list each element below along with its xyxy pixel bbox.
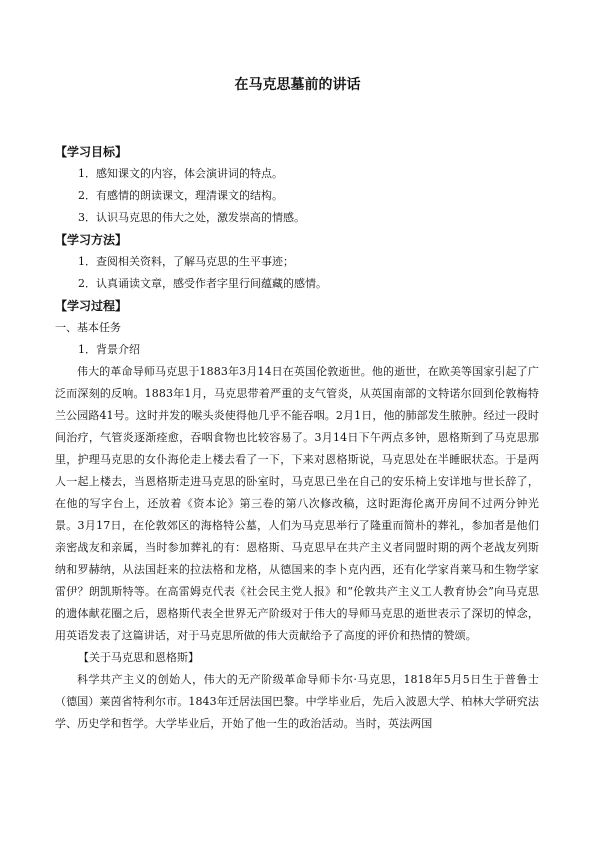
- about-heading: 【关于马克思和恩格斯】: [78, 651, 199, 664]
- goal-item: 1．感知课文的内容，体会演讲词的特点。: [78, 167, 283, 180]
- process-heading: 【学习过程】: [55, 299, 128, 313]
- about-paragraph: 科学共产主义的创始人，伟大的无产阶级革命导师卡尔·马克思，1818年5月5日生于普鲁士（德国）莱茵省特利尔市。1843年迁居法国巴黎。中学毕业后，先后入波恩大学、柏林大学研究法学、历史学和哲学。大学毕业后，开始了他一生的政治活动。当时，英法两国: [55, 673, 539, 730]
- document-body: [55, 141, 539, 735]
- goal-item: 3．认识马克思的伟大之处，激发崇高的情感。: [78, 211, 305, 224]
- method-item: 1．查阅相关资料，了解马克思的生平事迹；: [78, 255, 294, 268]
- methods-heading: 【学习方法】: [55, 233, 128, 247]
- background-label: 1．背景介绍: [78, 343, 140, 356]
- basic-task-label: 一、基本任务: [55, 321, 121, 334]
- background-paragraph: 伟大的革命导师马克思于1883年3月14日在英国伦敦逝世。他的逝世，在欧美等国家引起了广泛而深刻的反响。1883年1月，马克思带着严重的支气管炎，从英国南部的文特诺尔回到伦敦梅特兰公园路41号。这时并发的喉头炎使得他几乎不能吞咽。2月1日，他的肺部发生脓肿。经过一段时间治疗，气管炎逐渐痊愈，吞咽食物也比较容易了。3月14日下午两点多钟，恩格斯到了马克思那里，护理马克思的女仆海伦走上楼去看了一下，下来对恩格斯说，马克思处在半睡眠状态。于是两人一起上楼去，当恩格斯走进马克思的卧室时，马克思已坐在自己的安乐椅上安详地与世长辞了，在他的写字台上，还放着《资本论》第三卷的第八次修改稿，这时距海伦离开房间不过两分钟光景。3月17日，在伦敦郊区的海格特公墓，人们为马克思举行了隆重而简朴的葬礼，参加者是他们亲密战友和亲属，当时参加葬礼的有：恩格斯、马克思早在共产主义者同盟时期的两个老战友列斯纳和罗赫纳，从法国赶来的拉法格和龙格，从德国来的李卜克内西，还有化学家肖莱马和生物学家雷伊？朗凯斯特等。在高雷姆克代表《社会民主党人报》和“伦敦共产主义工人教育协会”向马克思的遗体献花圈之后，恩格斯代表全世界无产阶级对于伟大的导师马克思的逝世表示了深切的悼念，用英语发表了这篇讲话，对于马克思所做的伟大贡献给予了高度的评价和热情的赞颂。: [55, 365, 539, 642]
- method-item: 2．认真诵读文章，感受作者字里行间蕴藏的感情。: [78, 277, 327, 290]
- goals-heading: 【学习目标】: [55, 145, 128, 159]
- document-title: 在马克思墓前的讲话: [234, 77, 361, 93]
- goal-item: 2．有感情的朗读课文，理清课文的结构。: [78, 189, 283, 202]
